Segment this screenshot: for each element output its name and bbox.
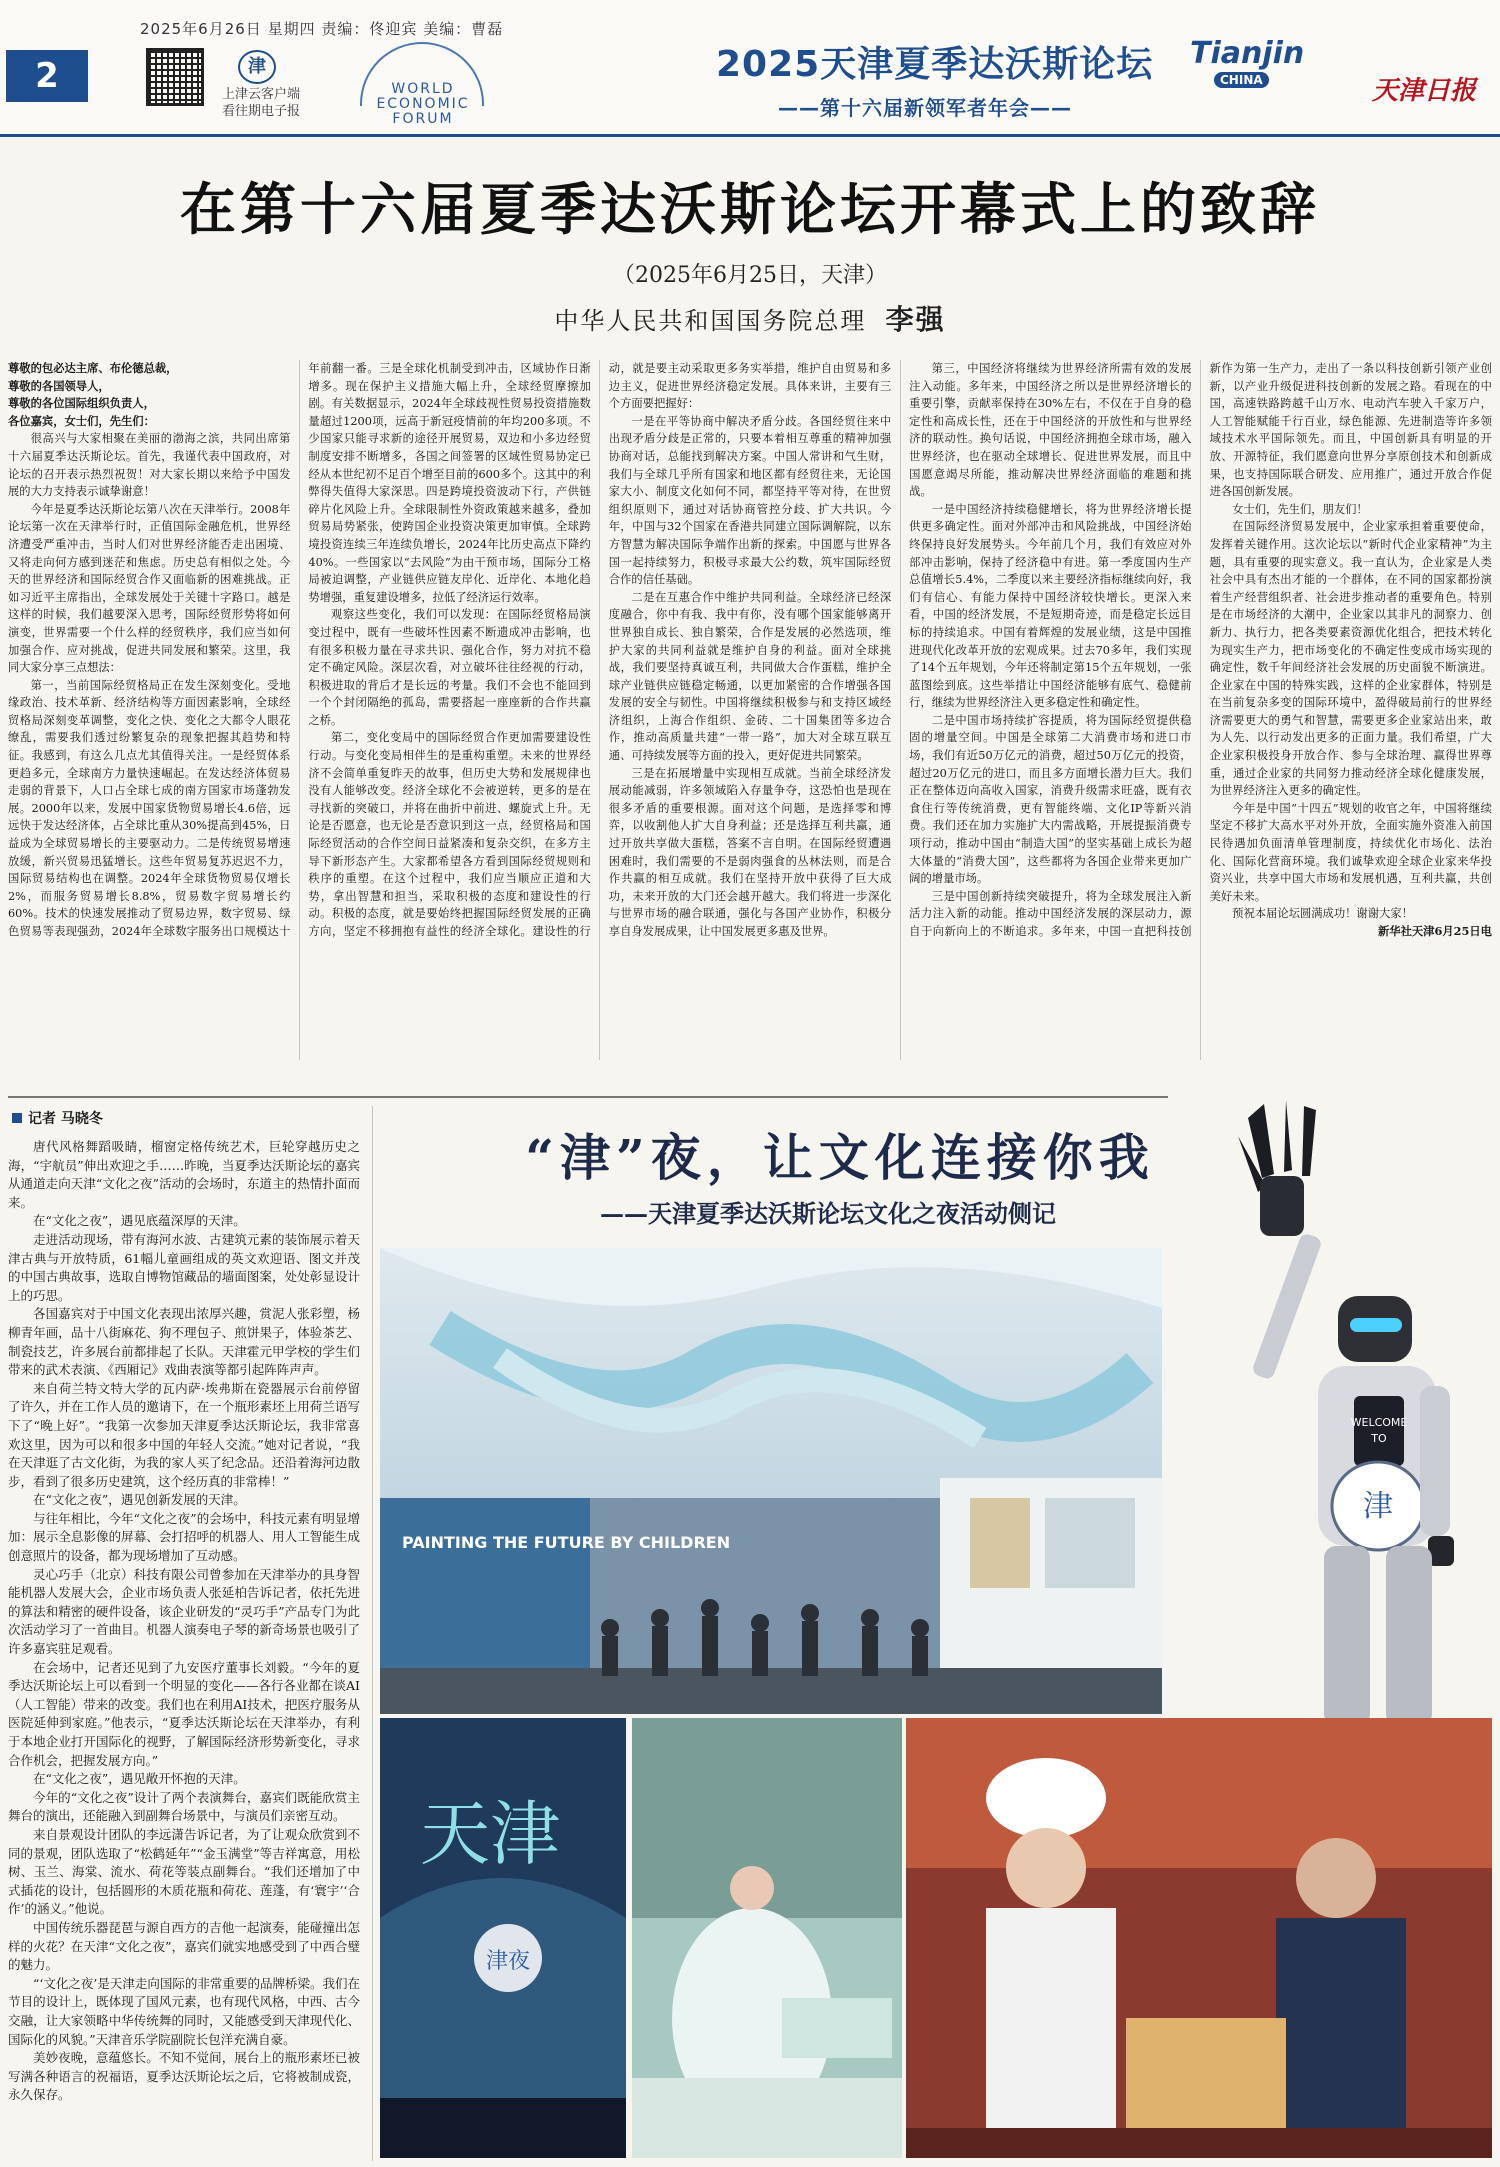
- salutation-line: 尊敬的各国领导人，: [8, 378, 110, 393]
- article-headline: 在第十六届夏季达沃斯论坛开幕式上的致辞: [180, 177, 1320, 243]
- speech-paragraph: 第二，变化变局中的国际经贸合作更加需要建设性行动。与变化变局相伴生的是重构重塑。未来的世界经济不会简单重复昨天的故事，但历史大势和发展规律也没有人能够改变。经济全球化不会被逆转，更多的是在寻找新的突破口，并将在曲折中前进、螺旋式上升。无论是否愿意，也无论是否意识到这一点，经贸格局和国际经贸活动的合作空间日益紧凑和复杂交织，在多方主导下新形态产生。大家都希望各方看到国际经贸规则和秩序的重塑。在这个过程中，我们应当顺应正道和大势，拿出智慧和担当，采取积极的态度和建设性的行动。积极的态度，就是要始终把握国际经贸发展的正确方向，坚定不移拥抱有益性的经济全球化。建设性的行动，就是要主动采取更多务实举措，维护自由贸易和多边主义，促进世界经济稳定发展。具体来讲，主要有三个方面要把握好：: [308, 362, 892, 938]
- page-header: [0, 0, 1500, 135]
- robot-sign-line1: WELCOME: [1350, 1416, 1408, 1429]
- qr-code-icon[interactable]: [146, 48, 204, 106]
- speech-body: [8, 360, 1492, 1060]
- speech-paragraph: 二是在互惠合作中维护共同利益。全球经济已经深度融合，你中有我、我中有你，没有哪个国家能够离开世界独自成长、独自繁荣，合作是发展的必然选项，维护大家的共同利益就是维护自身的利益。面对全球挑战，我们要坚持真诚互利，共同做大合作蛋糕，维护全球产业链供应链稳定畅通，以更加紧密的合作增强各国发展的安全与韧性。中国将继续积极参与和支持区域经济组织，上海合作组织、金砖、二十国集团等多边合作，推动高质量共建“一带一路”，加大对全球互联互通、可持续发展等方面的投入，更好促进共同繁荣。: [608, 590, 892, 763]
- banner-title: 2025天津夏季达沃斯论坛: [716, 44, 1154, 85]
- report-column: [8, 1106, 360, 2161]
- report-paragraph: 在会场中，记者还见到了九安医疗董事长刘毅。“今年的夏季达沃斯论坛上可以看到一个明显的变化——各行各业都在谈AI（人工智能）带来的改变。我们也在利用AI技术，把医疗服务从医院延伸到家庭。”他表示，“夏季达沃斯论坛在天津举办，有利于本地企业打开国际化的视野，了解国际经济形势新变化，寻求合作机会，把握发展方向。”: [8, 1659, 360, 1768]
- report-paragraph: 灵心巧手（北京）科技有限公司曾参加在天津举办的具身智能机器人发展大会，企业市场负责人张延柏告诉记者，依托先进的算法和精密的硬件设备，该企业研发的“灵巧手”产品专门为此次活动学习了一首曲目。机器人演奏电子琴的新奇场景也吸引了许多嘉宾驻足观看。: [8, 1566, 360, 1657]
- speech-paragraph: 女士们，先生们，朋友们！: [1232, 502, 1368, 516]
- report-paragraph: 在“文化之夜”，遇见敞开怀抱的天津。: [33, 1771, 246, 1787]
- report-paragraph: 来自景观设计团队的李远潇告诉记者，为了让观众欣赏到不同的景观，团队选取了“松鹤延年”“金玉满堂”等吉祥寓意，用松树、玉兰、海棠、流水、荷花等装点副舞台。“我们还增加了中式插花的设计，包括圆形的木质花瓶和荷花、莲蓬，有‘寰宇’‘合作’的涵义。”他说。: [8, 1826, 360, 1917]
- chef-illustration: [906, 1718, 1492, 2158]
- article-date: （2025年6月25日，天津）: [613, 263, 887, 288]
- main-hall-photo: [380, 1248, 1162, 1714]
- speech-paragraph: 今年是夏季达沃斯论坛第八次在天津举行。2008年论坛第一次在天津举行时，正值国际金融危机，世界经济遭受严重冲击，当时人们对世界经济能否走出困境、又将走向何方感到迷茫和焦虑。历史总有相似之处。今天的世界经济和国际经贸合作又面临新的困难挑战。正如习近平主席指出，全球发展处于关键十字路口。越是这样的时候，我们越要深入思考，国际经贸形势将如何演变，世界需要一个什么样的经贸秩序，我们应当如何加强合作、应对挑战，促进共同发展和繁荣。这里，我同大家分享三点想法：: [8, 502, 291, 675]
- report-body: [8, 1138, 360, 2105]
- header-rule: [0, 134, 1500, 137]
- signature: 新华社天津6月25日电: [1377, 924, 1492, 938]
- report-byline: 记者 马晓冬: [12, 1108, 360, 1128]
- chef-photo: [906, 1718, 1492, 2158]
- night-calligraphy: 天津: [420, 1793, 560, 1875]
- report-paragraph: 与往年相比，今年“文化之夜”的会场中，科技元素有明显增加：展示全息影像的屏幕、会打招呼的机器人、用人工智能生成创意照片的设备，都为现场增加了互动感。: [8, 1510, 360, 1564]
- feature-title: “津”夜，让文化连接你我: [525, 1128, 1155, 1187]
- hall-illustration: [380, 1248, 1162, 1714]
- client-logo-icon: 津: [238, 50, 276, 84]
- client-text-line2: 看往期电子报: [222, 104, 301, 119]
- performer-photo: [632, 1718, 902, 2158]
- report-paragraph: 来自荷兰特文特大学的瓦内萨·埃弗斯在瓷器展示台前停留了许久，并在工作人员的邀请下，在一个瓶形素坯上用荷兰语写下了“晚上好”。“我第一次参加天津夏季达沃斯论坛，我非常喜欢这里，因为可以和很多中国的年轻人交流。”她对记者说，“我在天津逛了古文化街，为我的家人买了纪念品。还沿着海河边散步，看到了很多历史建筑，这个经历真的非常棒！”: [8, 1380, 360, 1489]
- speech-paragraph: 三是中国创新持续突破提升，将为全球发展注入新活力注入新的动能。推动中国经济发展的深层动力，源自于向新向上的不断追求。多年来，中国一直把科技创新作为第一生产力，走出了一条以科技创新引领产业创新，以产业升级促进科技创新的发展之路。看现在的中国，高速铁路跨越千山万水、电动汽车驶入千家万户，人工智能赋能千行百业，绿色能源、先进制造等许多领域技术水平国际领先。而且，中国创新具有明显的开放、开源特征，我们愿意向世界分享原创技术和创新成果，也支持国际联合研发、应用推广，通过开放合作促进各国创新发展。: [909, 362, 1492, 938]
- wef-line3: FORUM: [392, 111, 454, 127]
- robot-seal-text: 津: [1363, 1489, 1393, 1524]
- speech-paragraph: 三是在拓展增量中实现相互成就。当前全球经济发展动能减弱，许多领域陷入存量争夺，这恐怕也是现在很多矛盾的重要根源。面对这个问题，是选择零和博弈，以收割他人扩大自身利益；还是选择互利共赢，通过开放共享做大蛋糕，答案不言自明。在国际经贸遭遇困难时，我们需要的不是弱肉强食的丛林法则，而是合作共赢的相互成就。我们在坚持开放中获得了巨大成功，未来开放的大门还会越开越大。我们将进一步深化与世界市场的融合联通，强化与各国产业协作，积极分享自身发展成果，让中国发展更多惠及世界。: [608, 766, 892, 938]
- tianjin-china-badge: CHINA: [1214, 72, 1269, 88]
- feature-subtitle: ——天津夏季达沃斯论坛文化之夜活动侧记: [600, 1199, 1056, 1228]
- speech-paragraph: 一是中国经济持续稳健增长，将为世界经济增长提供更多确定性。面对外部冲击和风险挑战，中国经济始终保持良好发展势头。今年前几个月，我们有效应对外部冲击影响，保持了经济稳中有进。第一季度国内生产总值增长5.4%，二季度以来主要经济指标继续向好，我们有信心、有能力保持中国经济较快增长。更深入来看，中国的经济发展，不是短期奇迹，而是稳定长远目标的持续追求。中国有着辉煌的发展业绩，这是中国推进现代化改革开放的宏观成果。过去70多年，我们实现了14个五年规划，今年还将制定第15个五年规划，一张蓝图绘到底。这些举措让中国经济能够有底气、稳健前行，继续为世界经济注入更多稳定性和确定性。: [909, 502, 1192, 710]
- wef-line2: ECONOMIC: [376, 96, 470, 112]
- newspaper-name: 天津日报: [1372, 76, 1477, 106]
- night-illustration: [380, 1718, 626, 2158]
- client-text: [222, 86, 300, 120]
- wef-text: [338, 82, 508, 127]
- salutation-line: 尊敬的各位国际组织负责人，: [8, 396, 155, 411]
- report-paragraph: 走进活动现场，带有海河水波、古建筑元素的装饰展示着天津古典与开放特质，61幅儿童画组成的英文欢迎语、图文并茂的中国古典故事，选取自博物馆藏品的墙面图案，处处彰显设计上的巧思。: [8, 1231, 360, 1303]
- speech-paragraph: 二是中国市场持续扩容提质，将为国际经贸提供稳固的增量空间。中国是全球第二大消费市场和进口市场，我们有近50万亿元的消费，超过50万亿元的投资，超过20万亿元的进口，而且多方面增长潜力巨大。我们正在整体迈向高收入国家，消费升级需求旺盛，既有衣食住行等传统消费，更有智能终端、文化IP等新兴消费。我们还在加力实施扩大内需战略，开展提振消费专项行动，推动中国由“制造大国”的坚实基础上成长为超大体量的“消费大国”，这些都将为各国企业带来更加广阔的增量市场。: [909, 713, 1192, 886]
- night-badge: 津夜: [485, 1949, 531, 1974]
- robot-sign-line2: TO: [1371, 1432, 1387, 1445]
- banner-subtitle: ——第十六届新领军者年会——: [778, 96, 1072, 120]
- client-text-line1: 上津云客户端: [222, 87, 301, 102]
- report-paragraph: 中国传统乐器琵琶与源自西方的吉他一起演奏，能碰撞出怎样的火花？在天津“文化之夜”，嘉宾们就实地感受到了中西合璧的魅力。: [8, 1919, 360, 1973]
- report-paragraph: “‘文化之夜’是天津走向国际的非常重要的品牌桥梁。我们在节目的设计上，既体现了国风元素，也有现代风格，中西、古今交融，让大家领略中华传统舞的同时，又能感受到天津现代化、国际化的风貌。”天津音乐学院副院长包洋充满自豪。: [8, 1975, 360, 2047]
- speech-paragraph: 在国际经济贸易发展中，企业家承担着重要使命，发挥着关键作用。这次论坛以“新时代企业家精神”为主题，具有重要的现实意义。我一直认为，企业家是人类社会中具有杰出才能的一个群体，在不同的国家都扮演着生产经营组织者、社会进步推动者的重要角色。特别是在市场经济的大潮中，企业家以其非凡的洞察力、创新力、执行力，把各类要素资源优化组合，把技术转化为现实生产力，把市场变化的不确定性变成市场实现的确定性，数千年间经济社会发展的历史面貌不断演进。企业家在中国的特殊实践，这样的企业家群体，特别是在当前复杂多变的国际环境中，盈得破局前行的世界经济需要更大的勇气和智慧，需要更多企业家站出来，敢为人先、以行动发出更多的正面力量。我们希望，广大企业家积极投身开放合作、参与全球治理、赢得世界尊重，通过企业家的共同努力推动经济全球化健康发展，为世界经济注入更多的确定性。: [1209, 520, 1492, 798]
- wef-line1: WORLD: [391, 81, 455, 97]
- speech-paragraph: 很高兴与大家相聚在美丽的渤海之滨，共同出席第十六届夏季达沃斯论坛。首先，我谨代表中国政府，对论坛的召开表示热烈祝贺！对大家长期以来给予中国发展的大力支持表示诚挚谢意！: [8, 432, 291, 499]
- author-title: 中华人民共和国国务院总理: [554, 307, 867, 335]
- robot-illustration: [1168, 1096, 1492, 1744]
- speech-paragraph: 观察这些变化，我们可以发现：在国际经贸格局演变过程中，既有一些破坏性因素不断遗成冲击影响，也有很多积极力量在寻求共识、强化合作，努力对抗不稳定不确定风险。深层次看，对立破坏往往经视的行动，积极进取的背后才是长远的考量。我们不会也不能回到一个个封闭隔绝的孤岛，需要搭起一座座新的合作共赢之桥。: [308, 608, 591, 727]
- salutation-line: 各位嘉宾，女士们，先生们：: [8, 413, 155, 428]
- performer-illustration: [632, 1718, 902, 2158]
- speech-paragraph: 第一，当前国际经贸格局正在发生深刻变化。受地缘政治、技术革新、经济结构等方面因素影响，全球经贸格局深刻变革调整，变化之快、变化之大都令人眼花缭乱，需要我们透过纷繁复杂的现象把握其趋势和特征。我感到，有这么几点尤其值得关注。一是经贸体系更趋多元，全球南方力量快速崛起。在发达经济体贸易走弱的背景下，人口占全球七成的南方国家市场蓬勃发展。2000年以来，发展中国家货物贸易增长4.6倍，远远快于发达经济体，占全球比重从30%提高到45%，日益成为全球贸易增长的主要驱动力。二是传统贸易增速放缓，新兴贸易迅猛增长。这些年贸易复苏迟迟不力，国际贸易结构也在调整。2024年全球货物贸易仅增长2%，而服务贸易增长8.8%，贸易数字贸易增长约60%。技术的快速发展推动了贸易边界，数字贸易、绿色贸易等表现强劲，2024年全球数字服务出口规模达十年前翻一番。三是全球化机制受到冲击，区域协作日渐增多。现在保护主义措施大幅上升，全球经贸摩擦加剧。有关数据显示，2024年全球歧视性贸易投资措施数量超过1200项，远高于新冠疫情前的年均200多项。不少国家只能寻求新的途径开展贸易，双边和小多边经贸制度安排不断增多，各国之间签署的区域性贸易协定已经从本世纪初不足百个增至目前的600多个。这其中的利弊得失值得大家深思。四是跨境投资波动下行，产供链碎片化风险上升。全球限制性外资政策越来越多，叠加贸易局势紧张，使跨国企业投资决策更加审慎。全球跨境投资连续三年连续负增长，2024年比历史高点下降约40%。一些国家以“去风险”为由干预市场，国际分工格局被迫调整，产业链供应链友岸化、近岸化、本地化趋势增强，重复建设增多，拉低了经济运行效率。: [8, 362, 591, 938]
- report-paragraph: 美妙夜晚，意蕴悠长。不知不觉间，展台上的瓶形素坯已被写满各种语言的祝福语，夏季达沃斯论坛之后，它将被制成瓷，永久保存。: [8, 2050, 360, 2103]
- robot-photo: [1168, 1096, 1492, 1744]
- report-paragraph: 在“文化之夜”，遇见创新发展的天津。: [33, 1492, 246, 1508]
- salutation-line: 尊敬的包必达主席、布伦德总裁，: [8, 361, 178, 375]
- speech-paragraph: 预祝本届论坛圆满成功！谢谢大家！: [1232, 907, 1413, 921]
- report-paragraph: 唐代风格舞蹈吸睛，榴窗定格传统艺术，巨轮穿越历史之海，“宇航员”伸出欢迎之手……昨晚，当夏季达沃斯论坛的嘉宾从通道走向天津“文化之夜”活动的会场时，东道主的热情扑面而来。: [8, 1139, 360, 1210]
- column-rule: [372, 1106, 373, 2161]
- speech-paragraph: 一是在平等协商中解决矛盾分歧。各国经贸往来中出现矛盾分歧是正常的，只要本着相互尊重的精神加强协商对话，总能找到解决方案。中国人常讲和气生财，我们与全球几乎所有国家和地区都有经贸往来，无论国家大小、制度文化如何不同，都坚持平等对待，在世贸组织原则下，通过对话协商管控分歧、扩大共识。今年，中国与32个国家在香港共同建立国际调解院，以东方智慧为解决国际争端作出新的探索。中国愿与世界各国一起持续努力，积极寻求最大公约数，筑牢国际经贸合作的信任基础。: [608, 414, 892, 587]
- article-author: [0, 298, 1500, 338]
- speech-paragraph: 今年是中国“十四五”规划的收官之年，中国将继续坚定不移扩大高水平对外开放，全面实施外资准入前国民待遇加负面清单管理制度，持续优化市场化、法治化、国际化营商环境。我们诚挚欢迎全球企业家来华投资兴业，共享中国大市场和发展机遇，互利共赢，共创美好未来。: [1209, 801, 1492, 903]
- hall-banner-text: PAINTING THE FUTURE BY CHILDREN: [402, 1533, 731, 1552]
- author-name: 李强: [885, 303, 946, 336]
- speech-paragraph: 第三，中国经济将继续为世界经济所需有效的发展注入动能。多年来，中国经济之所以是世界经济增长的重要引擎，贡献率保持在30%左右，不仅在于自身的稳定性和高成长性，还在于中国经济的开放性和与世界经济的联动性。换句话说，中国经济拥抱全球市场，融入世界经济，也在驱动全球增长、促进世界发展，而且中国愿意竭尽所能，推动解决世界经济面临的难题和挑战。: [909, 362, 1192, 499]
- report-paragraph: 今年的“文化之夜”设计了两个表演舞台，嘉宾们既能欣赏主舞台的演出，还能融入到副舞台场景中，与演员们亲密互动。: [8, 1789, 360, 1824]
- page-number: 2: [6, 50, 88, 102]
- night-photo: [380, 1718, 626, 2158]
- report-paragraph: 各国嘉宾对于中国文化表现出浓厚兴趣，赏泥人张彩塑，杨柳青年画，品十八街麻花、狗不理包子、煎饼果子，体验茶艺、制瓷技艺，许多展台前都排起了长队。天津霍元甲学校的学生们带来的武术表演、《西厢记》戏曲表演等都引起阵阵声声。: [8, 1306, 360, 1378]
- tianjin-logo: Tianjin: [1190, 36, 1305, 71]
- dateline: 2025年6月26日 星期四 责编：佟迎宾 美编：曹磊: [140, 20, 504, 38]
- wef-logo: [338, 42, 508, 132]
- report-paragraph: 在“文化之夜”，遇见底蕴深厚的天津。: [33, 1213, 246, 1229]
